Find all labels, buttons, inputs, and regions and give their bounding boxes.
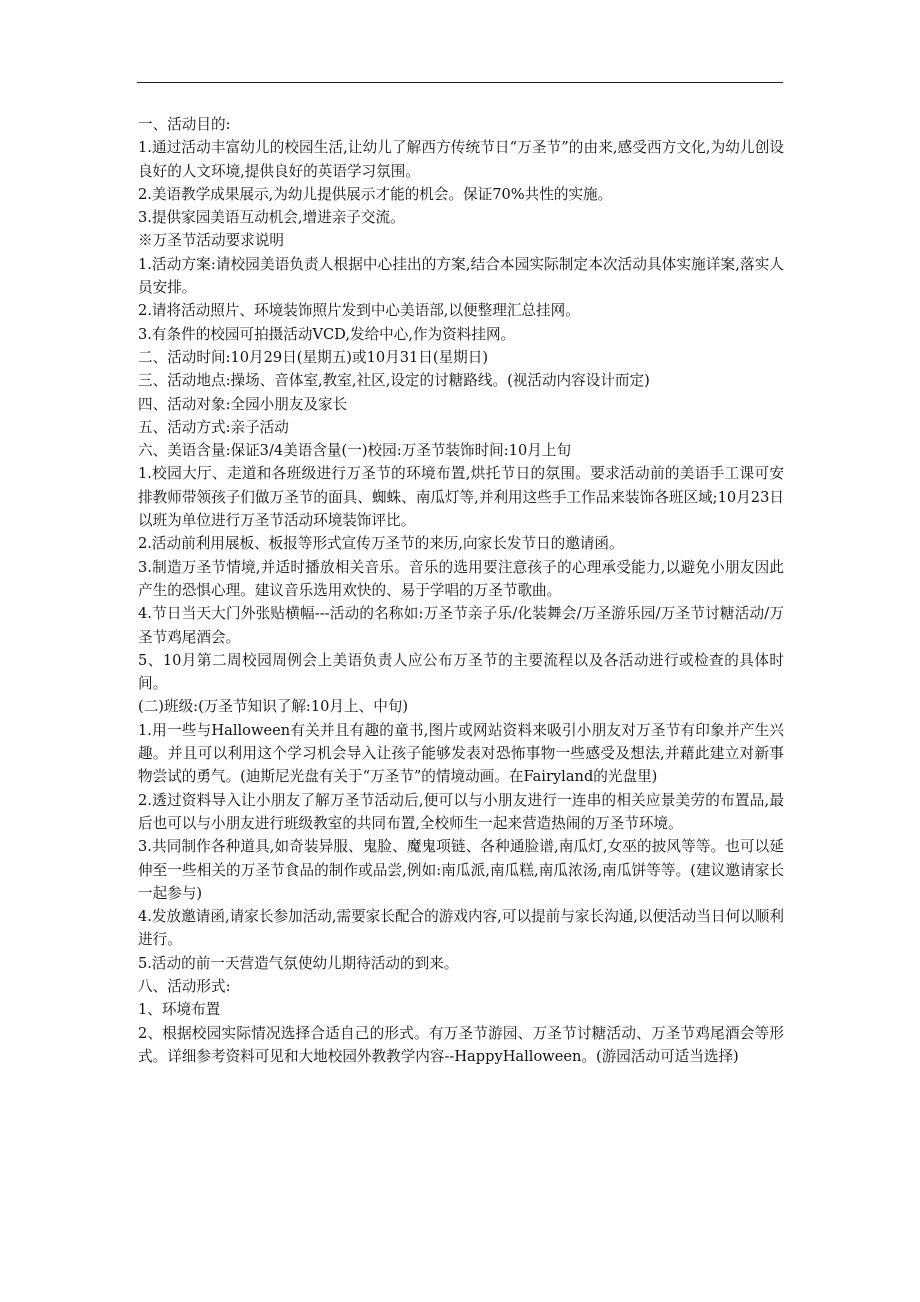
paragraph: 2.活动前利用展板、板报等形式宣传万圣节的来历,向家长发节日的邀请函。 [138, 535, 624, 553]
paragraph: 1.用一些与Halloween有关并且有趣的童书,图片或网站资料来吸引小朋友对万圣节有印象并产生兴趣。并且可以利用这个学习机会导入让孩子能够发表对恐怖事物一些感受及想法,并藉此建立对新事物尝试的勇气。(迪斯尼光盘有关于“万圣节”的情境动画。在Fairyland的光盘里) [138, 721, 784, 786]
paragraph: 3.制造万圣节情境,并适时播放相关音乐。音乐的选用要注意孩子的心理承受能力,以避免小朋友因此产生的恐惧心理。建议音乐选用欢快的、易于学唱的万圣节歌曲。 [138, 558, 784, 599]
paragraph: 1.通过活动丰富幼儿的校园生活,让幼儿了解西方传统节日“万圣节”的由来,感受西方文化,为幼儿创设良好的人文环境,提供良好的英语学习氛围。 [138, 139, 784, 180]
paragraph: 1.校园大厅、走道和各班级进行万圣节的环境布置,烘托节日的氛围。要求活动前的美语手工课可安排教师带领孩子们做万圣节的面具、蜘蛛、南瓜灯等,并利用这些手工作品来装饰各班区域;10月23日以班为单位进行万圣节活动环境装饰评比。 [138, 465, 784, 530]
document-body [138, 113, 784, 1068]
paragraph: 2.请将活动照片、环境装饰照片发到中心美语部,以便整理汇总挂网。 [138, 302, 580, 320]
paragraph: 4.节日当天大门外张贴横幅---活动的名称如:万圣节亲子乐/化装舞会/万圣游乐园/万圣节讨糖活动/万圣节鸡尾酒会。 [138, 605, 784, 646]
paragraph: 1、环境布置 [138, 1001, 221, 1019]
section-heading-form: 八、活动形式: [138, 977, 231, 995]
subsection-heading-class: (二)班级:(万圣节知识了解:10月上、中旬) [138, 698, 409, 716]
paragraph: 1.活动方案:请校园美语负责人根据中心挂出的方案,结合本园实际制定本次活动具体实施详案,落实人员安排。 [138, 255, 784, 297]
section-heading-method: 五、活动方式:亲子活动 [138, 418, 289, 436]
paragraph: 3.共同制作各种道具,如奇装异服、鬼脸、魔鬼项链、各种通脸谱,南瓜灯,女巫的披风等等。也可以延伸至一些相关的万圣节食品的制作或品尝,例如:南瓜派,南瓜糕,南瓜浓汤,南瓜饼等等。(建议邀请家长一起参与) [138, 838, 784, 902]
section-heading-audience: 四、活动对象:全园小朋友及家长 [138, 395, 348, 413]
paragraph: 3.提供家园美语互动机会,增进亲子交流。 [138, 209, 405, 227]
paragraph: 5、10月第二周校园周例会上美语负责人应公布万圣节的主要流程以及各活动进行或检查的具体时间。 [138, 651, 784, 693]
paragraph: 2.美语教学成果展示,为幼儿提供展示才能的机会。保证70%共性的实施。 [138, 185, 613, 203]
paragraph: 5.活动的前一天营造气氛使幼儿期待活动的到来。 [138, 954, 459, 972]
section-heading-english-content: 六、美语含量:保证3/4美语含量(一)校园:万圣节装饰时间:10月上旬 [138, 442, 572, 460]
paragraph: 2、根据校园实际情况选择合适自己的形式。有万圣节游园、万圣节讨糖活动、万圣节鸡尾酒会等形式。详细参考资料可见和大地校园外教教学内容--HappyHalloween。(游园活动可适当选择) [138, 1024, 784, 1065]
paragraph: 4.发放邀请函,请家长参加活动,需要家长配合的游戏内容,可以提前与家长沟通,以便活动当日何以顺利进行。 [138, 908, 784, 949]
paragraph: 3.有条件的校园可拍摄活动VCD,发给中心,作为资料挂网。 [138, 325, 516, 343]
header-rule [137, 82, 783, 83]
section-heading-purpose: 一、活动目的: [138, 116, 231, 133]
section-heading-requirements: ※万圣节活动要求说明 [138, 232, 284, 250]
paragraph: 2.透过资料导入让小朋友了解万圣节活动后,便可以与小朋友进行一连串的相关应景美劳的布置品,最后也可以与小朋友进行班级教室的共同布置,全校师生一起来营造热闹的万圣节环境。 [138, 791, 784, 832]
section-heading-time: 二、活动时间:10月29日(星期五)或10月31日(星期日) [138, 348, 489, 366]
section-heading-location: 三、活动地点:操场、音体室,教室,社区,设定的讨糖路线。(视活动内容设计而定) [138, 372, 650, 390]
